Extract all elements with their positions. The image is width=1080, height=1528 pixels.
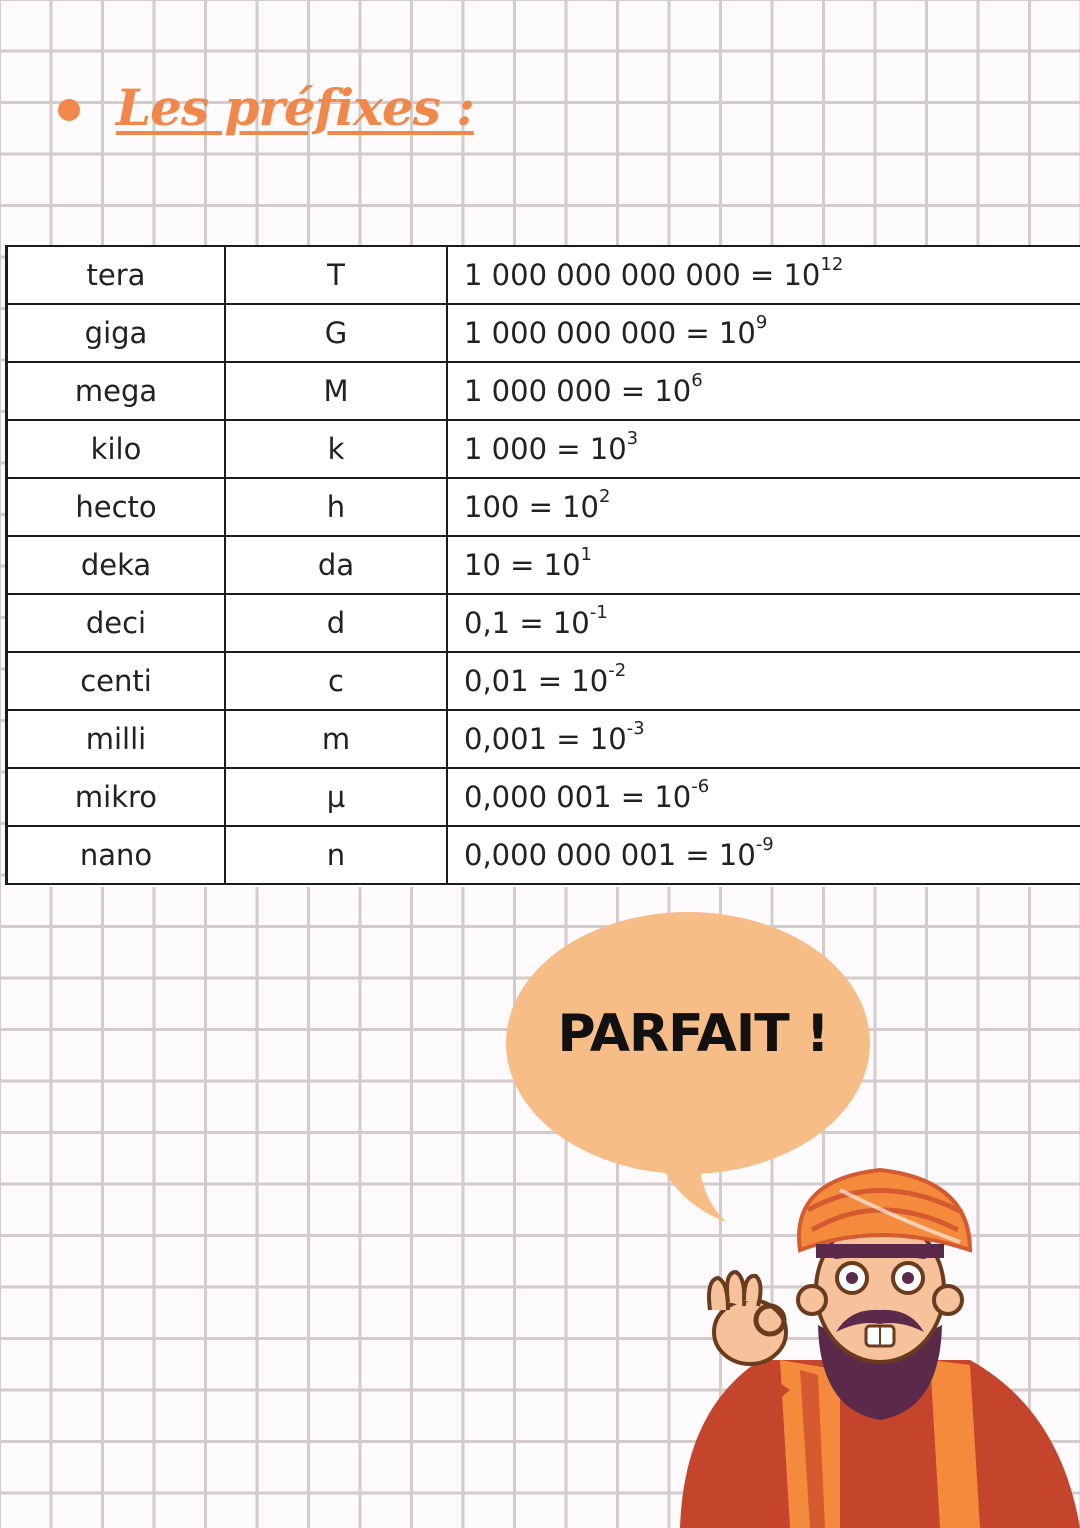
table-row (7, 478, 1080, 536)
turbaned-man-ok-gesture-icon (640, 1160, 1080, 1528)
prefix-value-cell (447, 478, 1080, 536)
prefix-name-cell: deka (7, 536, 226, 594)
prefix-value-cell (447, 710, 1080, 768)
prefix-symbol-cell: M (225, 362, 447, 420)
prefix-exponent: -2 (608, 660, 627, 681)
speech-bubble-text: PARFAIT ! (557, 1004, 829, 1064)
prefix-symbol-cell: m (225, 710, 447, 768)
table-row (7, 652, 1080, 710)
speech-bubble (506, 912, 870, 1174)
bullet-icon (58, 99, 80, 121)
prefix-symbol-cell: h (225, 478, 447, 536)
prefix-symbol-cell: n (225, 826, 447, 884)
table-row (7, 246, 1080, 304)
prefix-exponent: 1 (580, 544, 592, 565)
prefix-value-cell (447, 594, 1080, 652)
prefix-exponent: -1 (589, 602, 608, 623)
prefix-name-cell: deci (7, 594, 226, 652)
prefix-exponent: -3 (626, 718, 645, 739)
prefix-value-text: 1 000 000 = 10 (464, 374, 692, 408)
prefix-symbol-cell: c (225, 652, 447, 710)
table-row (7, 768, 1080, 826)
prefix-symbol-cell: T (225, 246, 447, 304)
prefix-value-text: 1 000 000 000 = 10 (464, 316, 756, 350)
table-row (7, 710, 1080, 768)
prefix-symbol-cell: G (225, 304, 447, 362)
prefix-name-cell: hecto (7, 478, 226, 536)
table-row (7, 594, 1080, 652)
prefix-value-text: 10 = 10 (464, 548, 581, 582)
table-row (7, 826, 1080, 884)
prefix-value-cell (447, 826, 1080, 884)
prefix-name-cell: tera (7, 246, 226, 304)
prefix-name-cell: giga (7, 304, 226, 362)
prefix-symbol-cell: d (225, 594, 447, 652)
prefix-exponent: 6 (691, 370, 703, 391)
prefix-name-cell: mega (7, 362, 226, 420)
prefix-value-cell (447, 362, 1080, 420)
prefix-value-text: 0,01 = 10 (464, 664, 609, 698)
prefix-value-text: 0,000 000 001 = 10 (464, 838, 756, 872)
prefix-table (5, 245, 1080, 885)
prefix-exponent: 12 (820, 254, 844, 275)
prefix-exponent: 9 (755, 312, 768, 333)
table-row (7, 304, 1080, 362)
prefix-name-cell: nano (7, 826, 226, 884)
prefix-exponent: -9 (755, 834, 774, 855)
prefix-name-cell: milli (7, 710, 226, 768)
prefix-value-text: 0,001 = 10 (464, 722, 627, 756)
table-row (7, 420, 1080, 478)
prefix-value-text: 100 = 10 (464, 490, 599, 524)
table-row (7, 362, 1080, 420)
prefix-value-text: 1 000 = 10 (464, 432, 627, 466)
prefix-value-text: 1 000 000 000 000 = 10 (464, 258, 821, 292)
prefix-name-cell: kilo (7, 420, 226, 478)
table-row (7, 536, 1080, 594)
prefix-exponent: 2 (599, 486, 611, 507)
prefix-value-cell (447, 420, 1080, 478)
prefix-symbol-cell: k (225, 420, 447, 478)
prefix-symbol-cell: da (225, 536, 447, 594)
prefix-name-cell: mikro (7, 768, 226, 826)
prefix-exponent: 3 (626, 428, 639, 449)
prefix-exponent: -6 (691, 776, 710, 797)
prefix-value-cell (447, 652, 1080, 710)
prefix-table-body (7, 246, 1080, 884)
prefix-value-text: 0,1 = 10 (464, 606, 590, 640)
heading (58, 72, 474, 142)
prefix-value-cell (447, 536, 1080, 594)
prefix-name-cell: centi (7, 652, 226, 710)
prefix-value-text: 0,000 001 = 10 (464, 780, 692, 814)
prefix-value-cell (447, 768, 1080, 826)
prefix-value-cell (447, 246, 1080, 304)
prefix-symbol-cell: µ (225, 768, 447, 826)
prefix-value-cell (447, 304, 1080, 362)
heading-text: Les préfixes : (116, 77, 474, 137)
prefix-table-wrap (5, 245, 1080, 887)
